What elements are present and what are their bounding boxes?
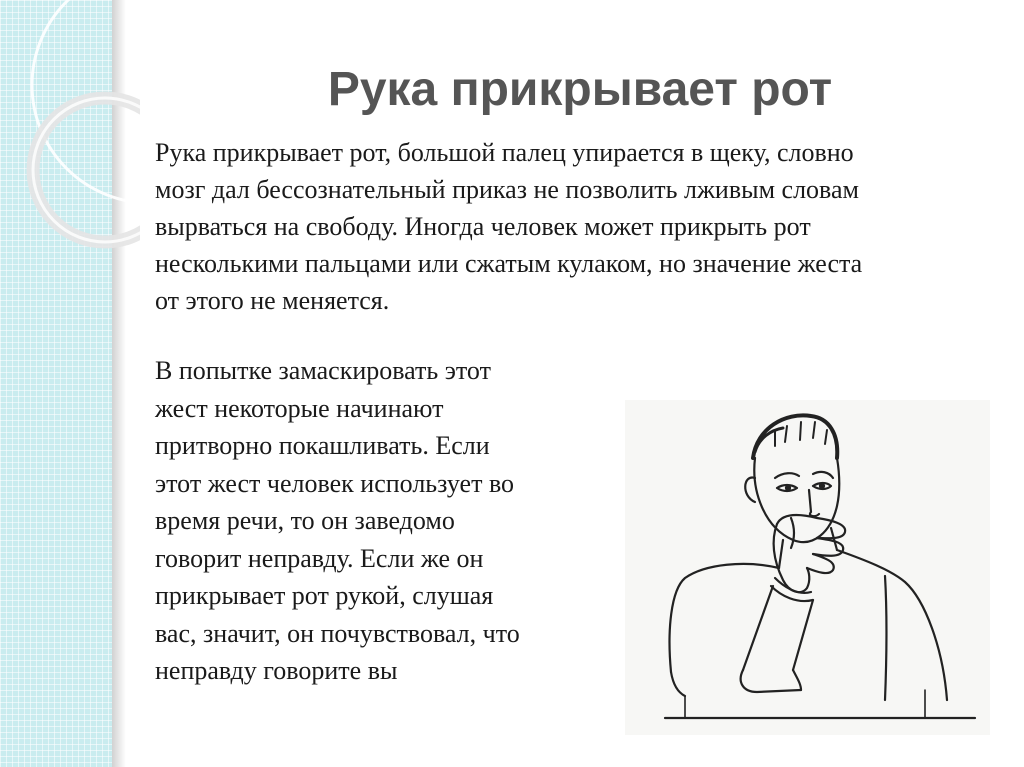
second-paragraph: В попытке замаскировать этот жест некоторые начинают притворно покашливать. Если этот жест человек использует во время речи, то он заведомо говорит неправду. Если же он прикрывает рот рукой, слушая вас, значит, он почувствовал, что неправду говорите вы bbox=[155, 356, 520, 685]
illustration-panel bbox=[625, 400, 990, 735]
decorative-rings-icon bbox=[0, 0, 140, 260]
page-title: Рука прикрывает рот bbox=[327, 63, 833, 116]
main-paragraph: Рука прикрывает рот, большой палец упирается в щеку, словно мозг дал бессознательный приказ не позволить лживым словам вырваться на свободу. Иногда человек может прикрыть рот несколькими пальцами или сжатым кулаком, но значение жеста от этого не меняется. bbox=[155, 138, 863, 315]
man-covering-mouth-sketch-icon bbox=[625, 400, 990, 735]
